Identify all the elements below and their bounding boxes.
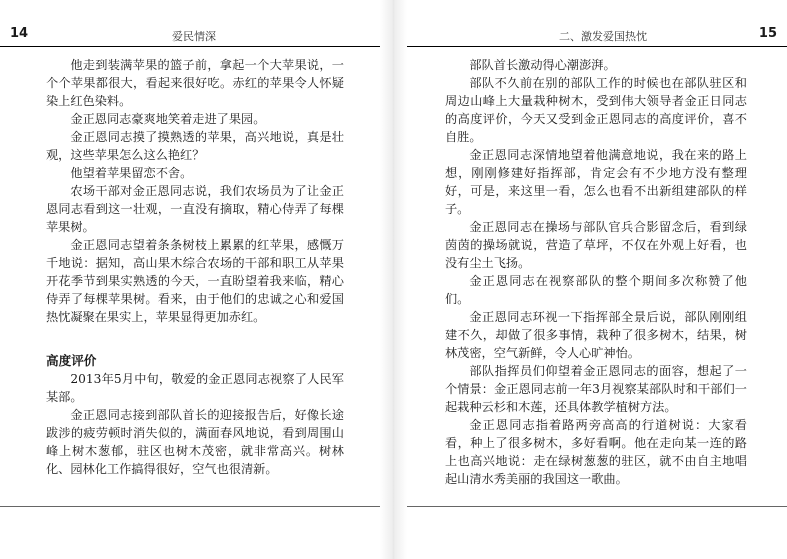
paragraph: 金正恩同志指着路两旁高高的行道树说：大家看看，种上了很多树木，多好看啊。他在走向某一连的路上也高兴地说：走在绿树葱葱的驻区，就不由自主地唱起山清水秀美丽的我国这一歌曲。 bbox=[445, 418, 747, 486]
paragraph: 金正恩同志环视一下指挥部全景后说，部队刚刚组建不久，却做了很多事情，栽种了很多树木，结果，树林茂密，空气新鲜，令人心旷神怡。 bbox=[445, 310, 747, 360]
header-rule bbox=[407, 46, 787, 47]
paragraph: 金正恩同志接到部队首长的迎接报告后，好像长途跋涉的疲劳顿时消失似的，满面春风地说，看到周围山峰上树木葱郁，驻区也树木茂密，就非常高兴。树林化、园林化工作搞得很好，空气也很清新。 bbox=[46, 408, 344, 476]
paragraph: 部队不久前在别的部队工作的时候也在部队驻区和周边山峰上大量栽种树木，受到伟大领导者金正日同志的高度评价，今天又受到金正恩同志的高度评价，喜不自胜。 bbox=[445, 76, 747, 144]
paragraph: 农场干部对金正恩同志说，我们农场员为了让金正恩同志看到这一壮观，一直没有摘取，精心侍弄了每棵苹果树。 bbox=[46, 184, 344, 234]
book-gutter bbox=[380, 0, 407, 559]
page-number: 15 bbox=[758, 26, 777, 41]
page-header bbox=[417, 24, 777, 46]
paragraph: 金正恩同志在视察部队的整个期间多次称赞了他们。 bbox=[445, 274, 747, 306]
paragraph: 金正恩同志摸了摸熟透的苹果，高兴地说，真是壮观，这些苹果怎么这么艳红？ bbox=[46, 130, 344, 162]
paragraph: 部队指挥员们仰望着金正恩同志的面容，想起了一个情景：金正恩同志前一年3月视察某部队时和干部们一起栽种云杉和木莲，还具体教学植树方法。 bbox=[445, 364, 747, 414]
right-page bbox=[407, 0, 787, 559]
page-body bbox=[445, 56, 747, 488]
paragraph: 他望着苹果留恋不舍。 bbox=[70, 166, 193, 180]
footer-rule bbox=[407, 506, 787, 507]
header-rule bbox=[0, 46, 380, 47]
paragraph: 2013年5月中旬，敬爱的金正恩同志视察了人民军某部。 bbox=[46, 372, 344, 404]
paragraph: 金正恩同志豪爽地笑着走进了果园。 bbox=[70, 112, 266, 126]
running-title: 二、激发爱国热忱 bbox=[559, 30, 647, 43]
paragraph: 金正恩同志望着条条树枝上累累的红苹果，感慨万千地说：据知，高山果木综合农场的干部和职工从苹果开花季节到果实熟透的今天，一直盼望着我来临，精心侍弄了每棵苹果树。看来，由于他们的忠诚之心和爱国热忱凝聚在果实上，苹果显得更加赤红。 bbox=[46, 238, 344, 324]
left-page bbox=[0, 0, 380, 559]
paragraph: 他走到装满苹果的篮子前，拿起一个大苹果说，一个个苹果都很大，看起来很好吃。赤红的苹果令人怀疑染上红色染料。 bbox=[46, 58, 344, 108]
paragraph: 部队首长激动得心潮澎湃。 bbox=[469, 58, 616, 72]
paragraph: 金正恩同志深情地望着他满意地说，我在来的路上想，刚刚修建好指挥部，肯定会有不少地方没有整理好，可是，来这里一看，怎么也看不出新组建部队的样子。 bbox=[445, 148, 747, 216]
running-title: 爱民情深 bbox=[172, 30, 216, 43]
footer-rule bbox=[0, 506, 380, 507]
page-body bbox=[46, 56, 344, 478]
paragraph: 金正恩同志在操场与部队官兵合影留念后，看到绿茵茵的操场就说，营造了草坪，不仅在外观上好看，也没有尘土飞扬。 bbox=[445, 220, 747, 270]
section-heading: 高度评价 bbox=[46, 353, 97, 368]
page-header bbox=[10, 24, 370, 46]
page-number: 14 bbox=[10, 26, 29, 41]
